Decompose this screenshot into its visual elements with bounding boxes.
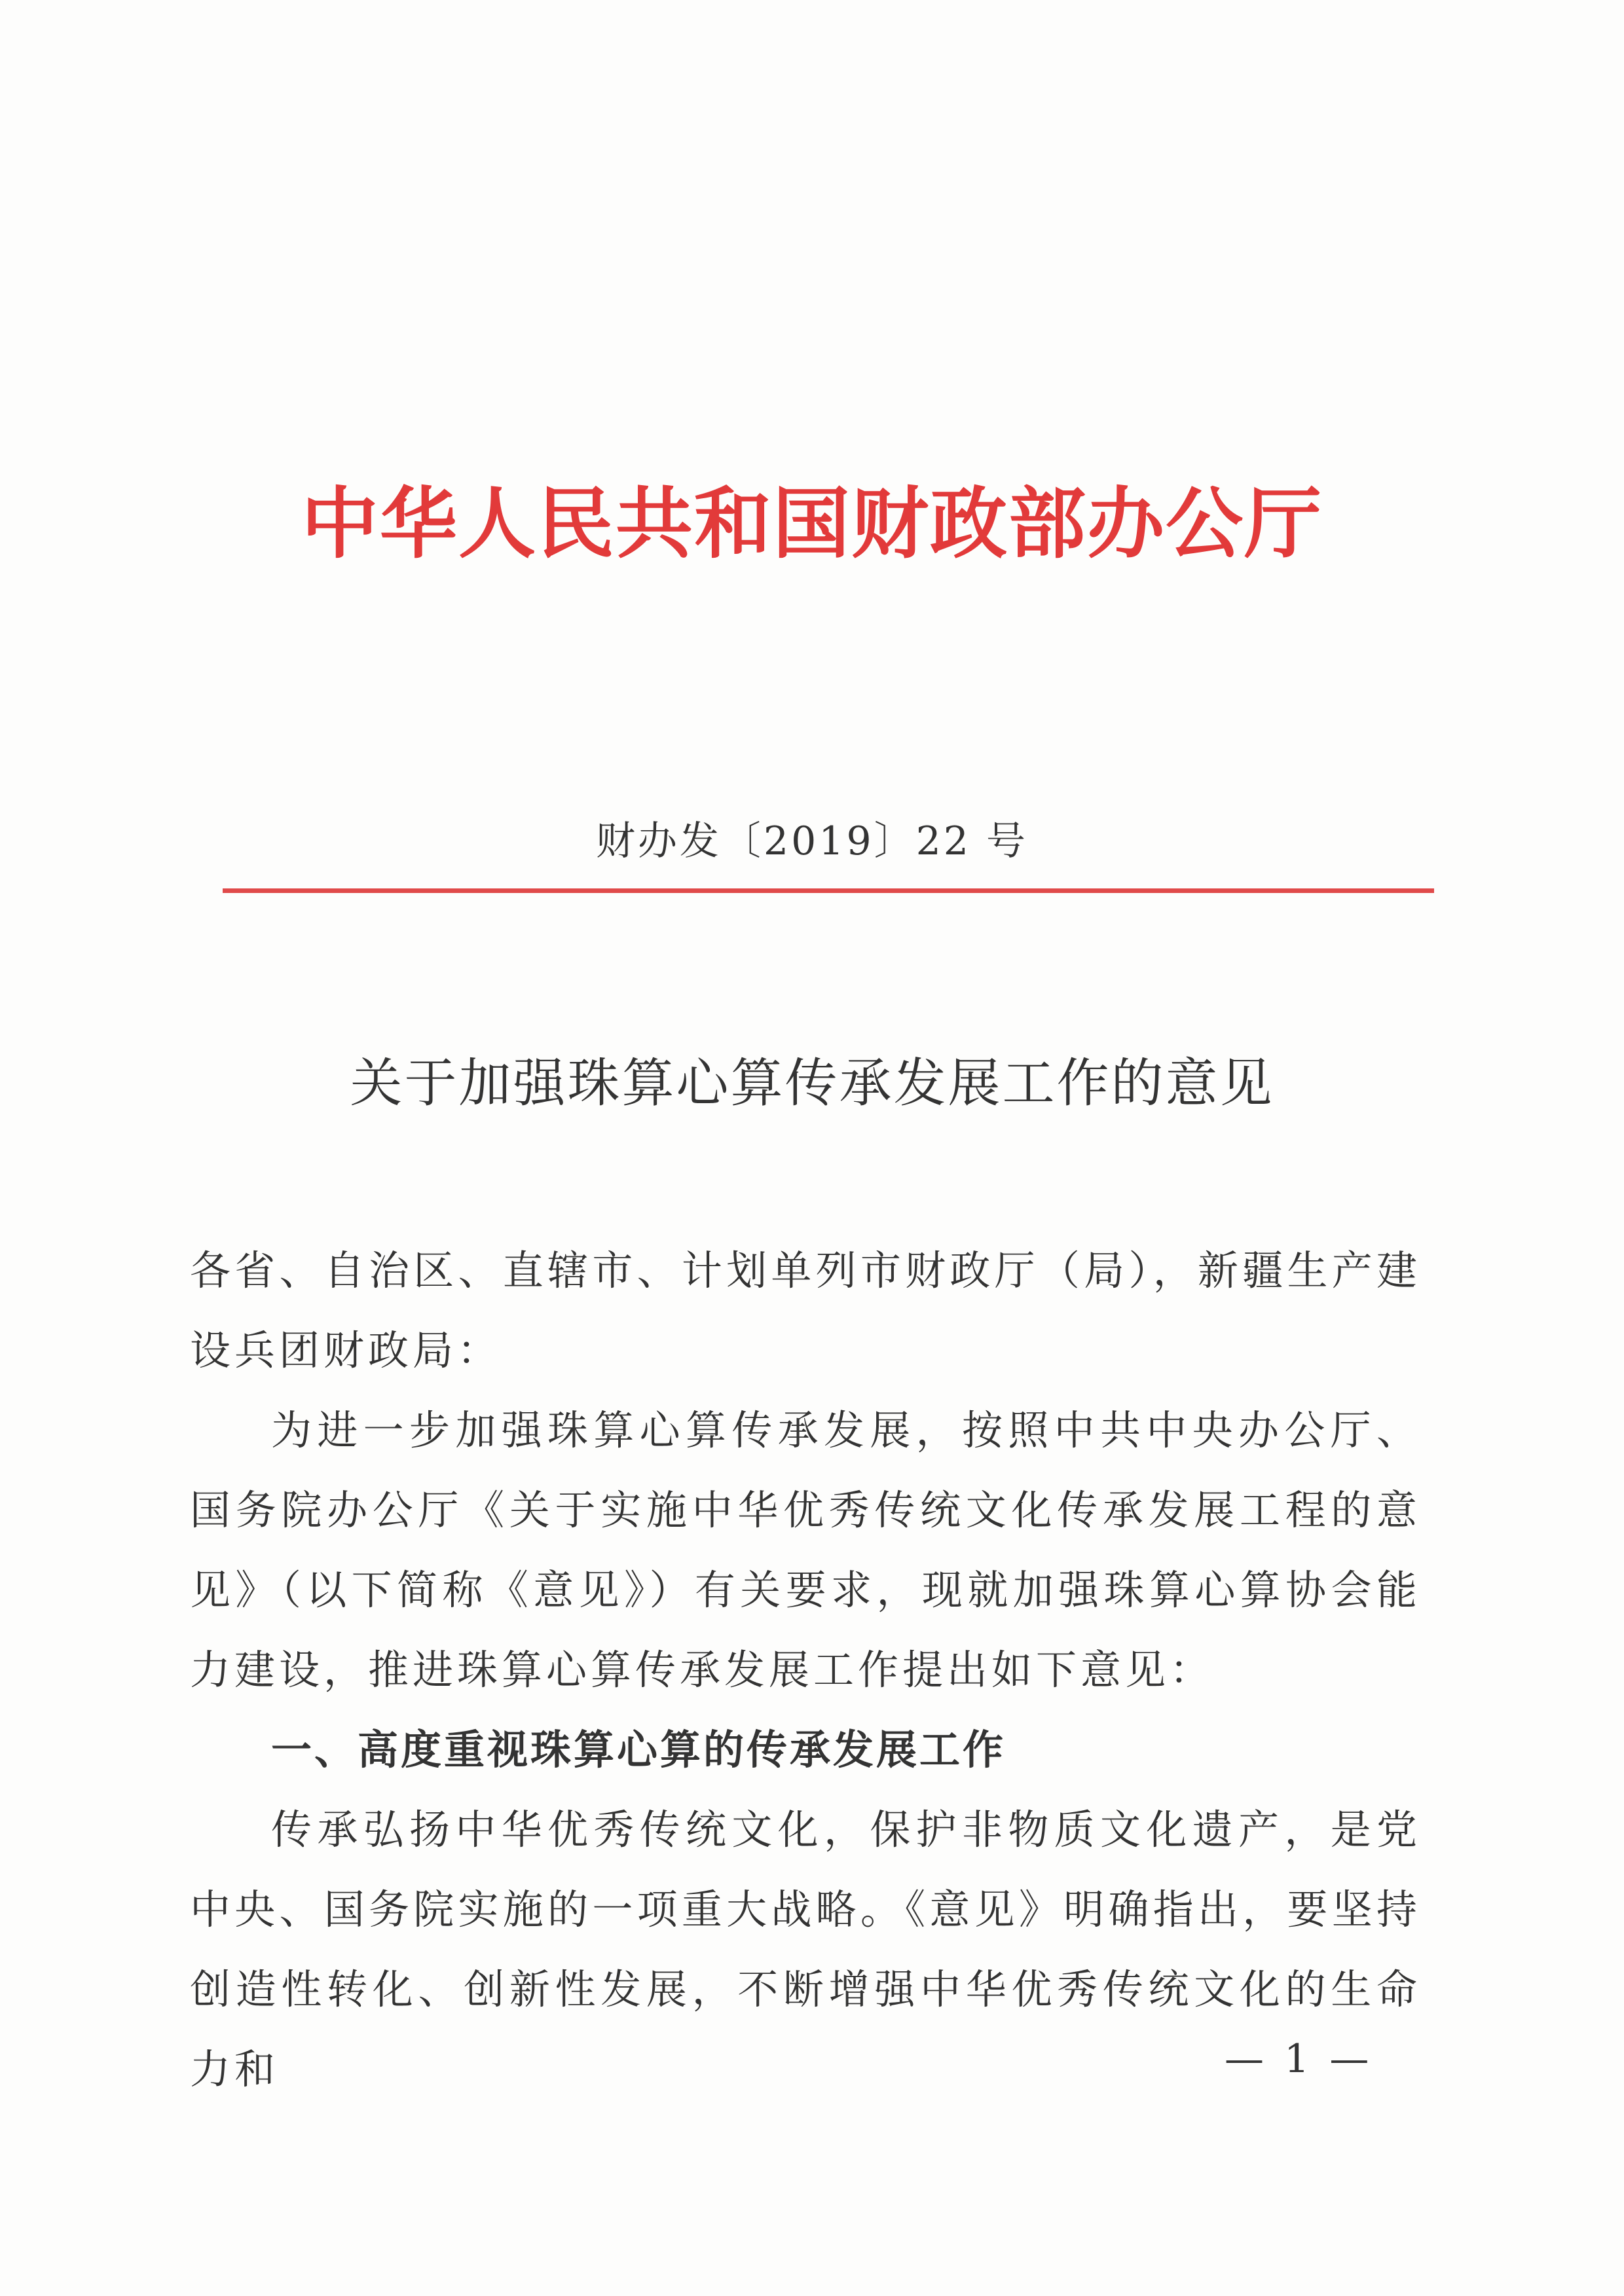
page-number: — 1 — — [1225, 2036, 1373, 2082]
paragraph-intro: 为进一步加强珠算心算传承发展，按照中共中央办公厅、国务院办公厅《关于实施中华优秀传统文化传承发展工程的意见》（以下简称《意见》）有关要求，现就加强珠算心算协会能力建设，推进珠算心算传承发展工作提出如下意见： — [190, 1406, 1421, 1694]
paragraph-body: 传承弘扬中华优秀传统文化，保护非物质文化遗产，是党中央、国务院实施的一项重大战略。《意见》明确指出，要坚持创造性转化、创新性发展，不断增强中华优秀传统文化的生命力和 — [190, 1806, 1421, 2093]
document-number: 财办发〔2019〕22 号 — [595, 818, 1029, 864]
issuer-title: 中华人民共和国财政部办公厅 — [301, 479, 1323, 569]
document-title: 关于加强珠算心算传承发展工作的意见 — [350, 1053, 1274, 1114]
document-body — [190, 1231, 1421, 2109]
addressee: 各省、自治区、直辖市、计划单列市财政厅（局），新疆生产建设兵团财政局： — [190, 1247, 1421, 1374]
red-divider-line — [223, 888, 1434, 893]
section-heading: 一、高度重视珠算心算的传承发展工作 — [271, 1726, 1006, 1774]
